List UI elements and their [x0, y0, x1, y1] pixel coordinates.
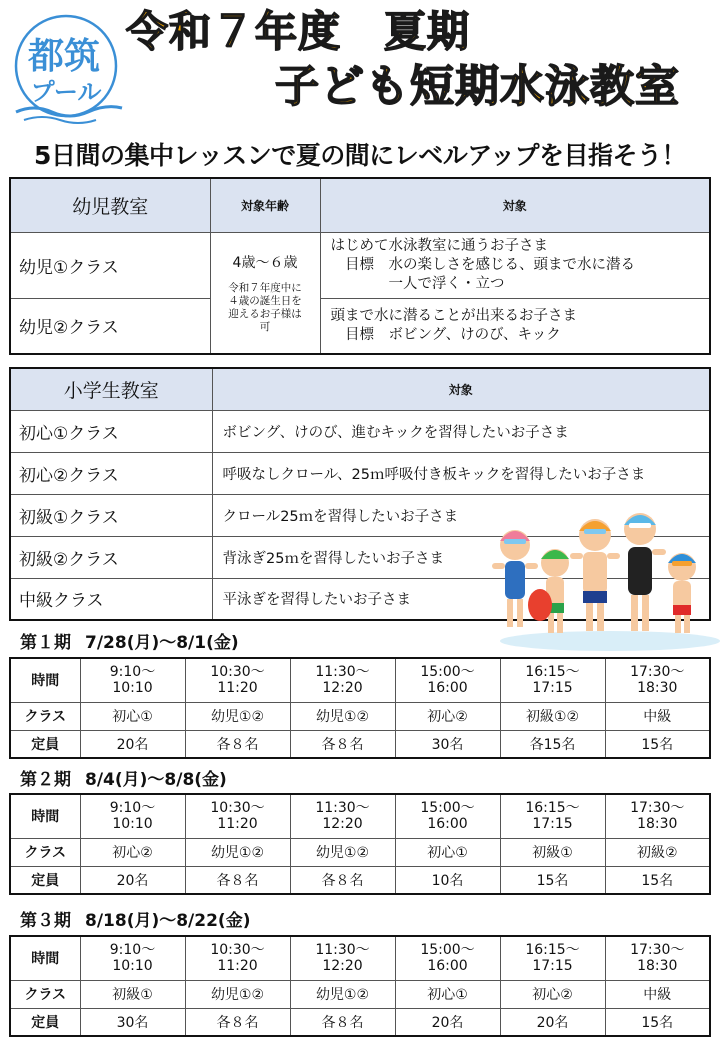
class-cell: 中級 — [605, 702, 710, 730]
class-cell: 初心② — [80, 838, 185, 866]
kid-figure — [668, 553, 696, 633]
class-name: 幼児①クラス — [10, 232, 210, 298]
schedule-table — [9, 793, 711, 895]
capacity-cell: 20名 — [500, 1008, 605, 1036]
time-cell: 10:30～ 11:20 — [185, 936, 290, 980]
capacity-cell: 各８名 — [290, 1008, 395, 1036]
capacity-cell: 各８名 — [185, 1008, 290, 1036]
class-cell: 初級①② — [500, 702, 605, 730]
class-cell: 幼児①② — [185, 980, 290, 1008]
capacity-cell: 15名 — [500, 866, 605, 894]
class-cell: 初心① — [80, 702, 185, 730]
elementary-header-target: 対象 — [212, 368, 710, 410]
kid-figure — [570, 519, 620, 631]
time-cell: 16:15～ 17:15 — [500, 936, 605, 980]
time-cell: 16:15～ 17:15 — [500, 658, 605, 702]
desc-line: 一人で浮く・立つ — [330, 275, 505, 292]
period-heading — [20, 765, 227, 790]
desc-line: 目標 ボビング、けのび、キック — [330, 326, 561, 343]
time-cell: 9:10～ 10:10 — [80, 936, 185, 980]
time-cell: 15:00～ 16:00 — [395, 794, 500, 838]
period-name: 第３期 — [20, 911, 71, 931]
schedule-table — [9, 935, 711, 1037]
class-description: 呼吸なしクロール、25ｍ呼吸付き板キックを習得したいお子さま — [212, 452, 710, 494]
age-note-line: 令和７年度中に — [228, 281, 302, 294]
class-name: 初心①クラス — [10, 410, 212, 452]
elementary-header-name: 小学生教室 — [10, 368, 212, 410]
class-description: クロール25ｍを習得したいお子さま — [212, 494, 710, 536]
wave-icon — [16, 107, 122, 116]
class-cell: 幼児①② — [290, 702, 395, 730]
capacity-cell: 20名 — [80, 866, 185, 894]
row-label-class: クラス — [10, 980, 80, 1008]
class-name: 初級①クラス — [10, 494, 212, 536]
row-label-capacity: 定員 — [10, 730, 80, 758]
class-cell: 初心② — [500, 980, 605, 1008]
age-note-line: 迎えるお子様は — [228, 307, 302, 320]
age-cell — [210, 232, 320, 354]
time-cell: 10:30～ 11:20 — [185, 658, 290, 702]
logo-line2: プール — [30, 78, 102, 106]
period-heading — [20, 906, 250, 931]
capacity-cell: 30名 — [80, 1008, 185, 1036]
capacity-cell: 各８名 — [290, 866, 395, 894]
title-line2: 子ども短期水泳教室 — [275, 61, 680, 112]
swimming-kids-illustration — [480, 505, 720, 653]
kid-figure — [624, 513, 666, 631]
class-cell: 初心② — [395, 702, 500, 730]
time-cell: 17:30～ 18:30 — [605, 936, 710, 980]
time-cell: 11:30～ 12:20 — [290, 658, 395, 702]
infant-header-age: 対象年齢 — [210, 178, 320, 232]
time-cell: 15:00～ 16:00 — [395, 658, 500, 702]
subtitle: 5日間の集中レッスンで夏の間にレベルアップを目指そう！ — [34, 141, 686, 170]
capacity-cell: 15名 — [605, 730, 710, 758]
class-description: 平泳ぎを習得したいお子さま — [212, 578, 710, 620]
class-description: 背泳ぎ25ｍを習得したいお子さま — [212, 536, 710, 578]
period-dates: 8/4(月)～8/8(金) — [85, 770, 227, 790]
capacity-cell: 10名 — [395, 866, 500, 894]
capacity-cell: 30名 — [395, 730, 500, 758]
infant-class-table — [9, 177, 711, 355]
age-note-line: 可 — [259, 320, 271, 333]
class-cell: 初級① — [80, 980, 185, 1008]
class-cell: 幼児①② — [185, 702, 290, 730]
period-name: 第１期 — [20, 633, 71, 653]
class-description — [320, 232, 710, 298]
period-dates: 7/28(月)～8/1(金) — [85, 633, 239, 653]
desc-line: 頭まで水に潜ることが出来るお子さま — [330, 307, 577, 324]
row-label-time: 時間 — [10, 658, 80, 702]
desc-line: 目標 水の楽しさを感じる、頭まで水に潜る — [330, 256, 635, 273]
row-label-time: 時間 — [10, 794, 80, 838]
class-cell: 中級 — [605, 980, 710, 1008]
time-cell: 11:30～ 12:20 — [290, 794, 395, 838]
class-cell: 幼児①② — [290, 980, 395, 1008]
time-cell: 17:30～ 18:30 — [605, 658, 710, 702]
class-description: ボビング、けのび、進むキックを習得したいお子さま — [212, 410, 710, 452]
age-range: 4歳～６歳 — [232, 254, 298, 271]
capacity-cell: 各８名 — [185, 730, 290, 758]
class-name: 初級②クラス — [10, 536, 212, 578]
period-dates: 8/18(月)～8/22(金) — [85, 911, 251, 931]
time-cell: 17:30～ 18:30 — [605, 794, 710, 838]
time-cell: 9:10～ 10:10 — [80, 658, 185, 702]
capacity-cell: 各15名 — [500, 730, 605, 758]
schedule-table — [9, 657, 711, 759]
class-cell: 初心① — [395, 838, 500, 866]
class-name: 中級クラス — [10, 578, 212, 620]
age-note-line: ４歳の誕生日を — [228, 294, 302, 307]
row-label-class: クラス — [10, 702, 80, 730]
time-cell: 9:10～ 10:10 — [80, 794, 185, 838]
wave-icon — [24, 117, 96, 123]
class-description — [320, 298, 710, 354]
row-label-capacity: 定員 — [10, 866, 80, 894]
capacity-cell: 15名 — [605, 866, 710, 894]
capacity-cell: 15名 — [605, 1008, 710, 1036]
class-cell: 初級② — [605, 838, 710, 866]
tsuzuki-pool-logo — [4, 8, 124, 128]
desc-line: はじめて水泳教室に通うお子さま — [330, 237, 548, 254]
class-cell: 初心① — [395, 980, 500, 1008]
row-label-class: クラス — [10, 838, 80, 866]
time-cell: 11:30～ 12:20 — [290, 936, 395, 980]
capacity-cell: 各８名 — [185, 866, 290, 894]
capacity-cell: 各８名 — [290, 730, 395, 758]
period-name: 第２期 — [20, 770, 71, 790]
capacity-cell: 20名 — [80, 730, 185, 758]
time-cell: 10:30～ 11:20 — [185, 794, 290, 838]
class-name: 初心②クラス — [10, 452, 212, 494]
capacity-cell: 20名 — [395, 1008, 500, 1036]
class-name: 幼児②クラス — [10, 298, 210, 354]
class-cell: 初級① — [500, 838, 605, 866]
period-heading — [20, 628, 239, 653]
row-label-capacity: 定員 — [10, 1008, 80, 1036]
class-cell: 幼児①② — [185, 838, 290, 866]
time-cell: 15:00～ 16:00 — [395, 936, 500, 980]
row-label-time: 時間 — [10, 936, 80, 980]
infant-header-target: 対象 — [320, 178, 710, 232]
class-cell: 幼児①② — [290, 838, 395, 866]
kid-figure — [528, 549, 569, 633]
logo-line1: 都筑 — [27, 36, 101, 77]
title-line1: 令和７年度 夏期 — [126, 7, 471, 56]
infant-header-name: 幼児教室 — [10, 178, 210, 232]
time-cell: 16:15～ 17:15 — [500, 794, 605, 838]
